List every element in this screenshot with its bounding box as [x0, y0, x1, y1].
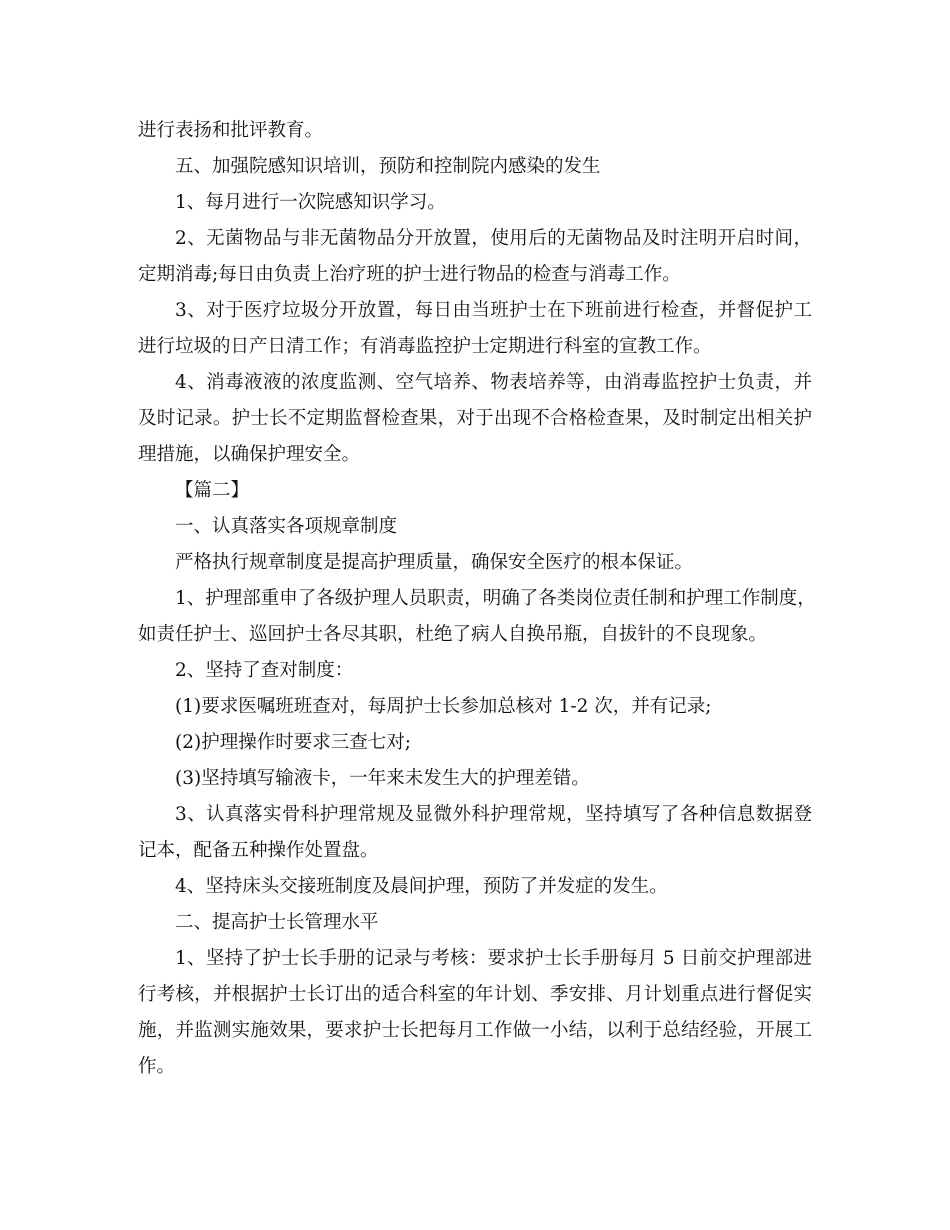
- text-line: 2、无菌物品与非无菌物品分开放置，使用后的无菌物品及时注明开启时间，: [175, 228, 812, 249]
- text-line: 3、对于医疗垃圾分开放置，每日由当班护士在下班前进行检查，并督促护工: [175, 300, 812, 321]
- text-line: 作。: [138, 1056, 176, 1077]
- text-line: 记本，配备五种操作处置盘。: [138, 840, 379, 861]
- text-line: 进行垃圾的日产日清工作；有消毒监控护士定期进行科室的宣教工作。: [138, 336, 712, 357]
- text-line: 1、护理部重申了各级护理人员职责，明确了各类岗位责任制和护理工作制度，: [175, 588, 816, 609]
- text-line: 2、坚持了查对制度：: [175, 660, 354, 681]
- text-line: 施，并监测实施效果，要求护士长把每月工作做一小结，以利于总结经验，开展工: [138, 1020, 812, 1041]
- text-line: 【篇二】: [175, 480, 250, 501]
- text-line: 一、认真落实各项规章制度: [175, 516, 398, 537]
- text-line: (2)护理操作时要求三查七对;: [175, 732, 411, 753]
- text-line: (1)要求医嘱班班查对，每周护士长参加总核对 1-2 次，并有记录;: [175, 696, 712, 717]
- text-line: 五、加强院感知识培训，预防和控制院内感染的发生: [175, 156, 601, 177]
- text-line: (3)坚持填写输液卡，一年来未发生大的护理差错。: [175, 768, 590, 789]
- text-line: 严格执行规章制度是提高护理质量，确保安全医疗的根本保证。: [175, 552, 694, 573]
- text-line: 理措施，以确保护理安全。: [138, 444, 361, 465]
- document-body: [138, 113, 816, 1085]
- text-line: 二、提高护士长管理水平: [175, 912, 379, 933]
- text-line: 4、坚持床头交接班制度及晨间护理，预防了并发症的发生。: [175, 876, 668, 897]
- text-line: 进行表扬和批评教育。: [138, 120, 324, 141]
- text-line: 1、坚持了护士长手册的记录与考核：要求护士长手册每月 5 日前交护理部进: [175, 948, 812, 969]
- text-line: 行考核，并根据护士长订出的适合科室的年计划、季安排、月计划重点进行督促实: [138, 984, 812, 1005]
- text-line: 定期消毒;每日由负责上治疗班的护士进行物品的检查与消毒工作。: [138, 264, 681, 285]
- text-line: 1、每月进行一次院感知识学习。: [175, 192, 446, 213]
- text-line: 4、消毒液液的浓度监测、空气培养、物表培养等，由消毒监控护士负责，并: [175, 372, 812, 393]
- text-line: 3、认真落实骨科护理常规及显微外科护理常规，坚持填写了各种信息数据登: [175, 804, 812, 825]
- text-line: 如责任护士、巡回护士各尽其职，杜绝了病人自换吊瓶，自拔针的不良现象。: [138, 624, 768, 645]
- text-line: 及时记录。护士长不定期监督检查果，对于出现不合格检查果，及时制定出相关护: [138, 408, 812, 429]
